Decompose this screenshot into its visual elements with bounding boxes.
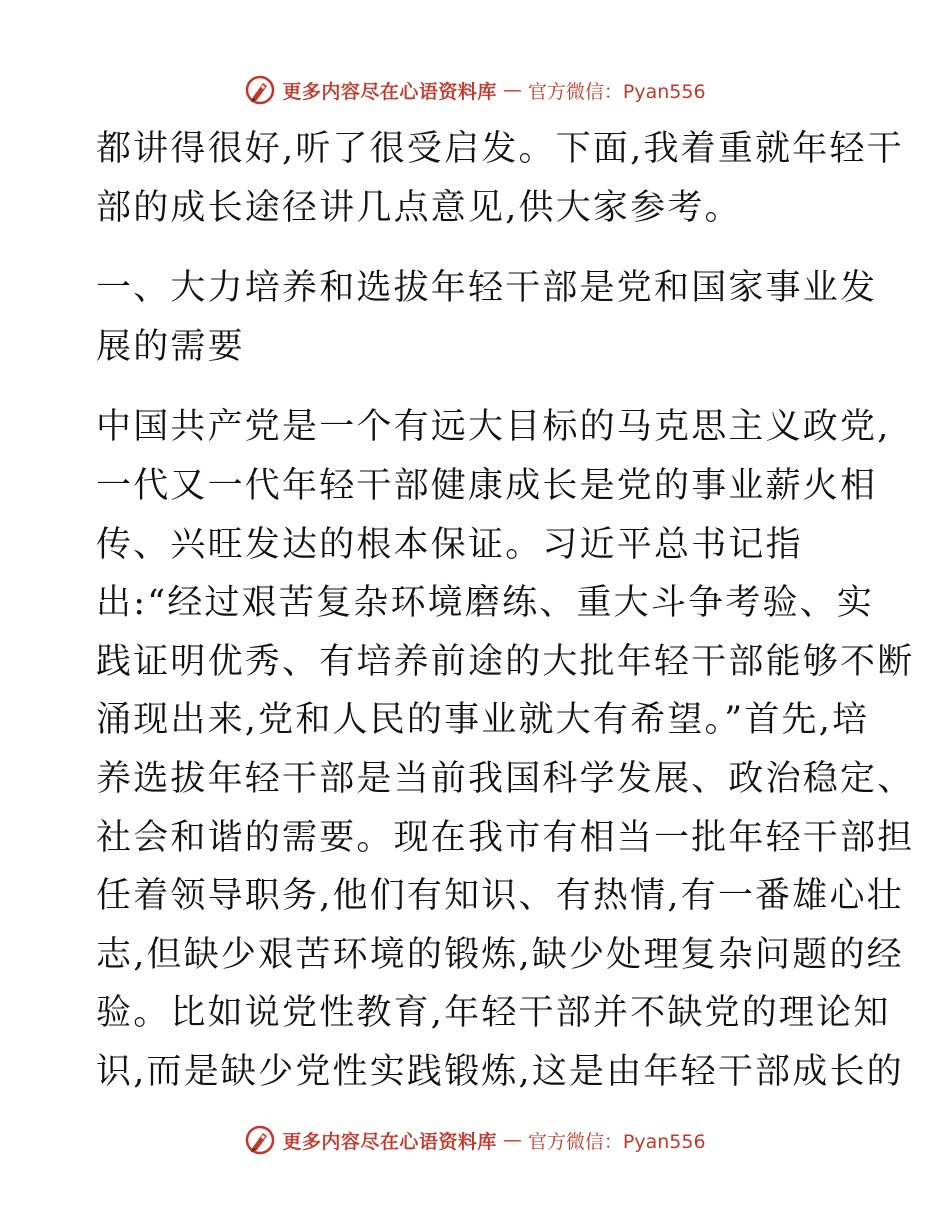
section-heading-1 [96,259,878,376]
document-body [96,120,915,1102]
watermark-main-text: 更多内容尽在心语资料库 [282,1130,497,1153]
text-line: 中国共产党是一个有远大目标的马克思主义政党, [96,407,891,448]
text-line: 部的成长途径讲几点意见,供大家参考。 [96,187,742,228]
text-line: 涌现出来,党和人民的事业就大有希望。”首先,培 [96,700,870,741]
heading-line: 一、大力培养和选拔年轻干部是党和国家事业发 [96,268,878,309]
watermark-official-text: 官方微信：Pyan556 [527,80,706,103]
text-line: 志,但缺少艰苦环境的锻炼,缺少处理复杂问题的经 [96,934,904,975]
watermark-dash: — [502,79,522,101]
text-line: 一代又一代年轻干部健康成长是党的事业薪火相 [96,465,878,506]
watermark-official-text: 官方微信：Pyan556 [527,1130,706,1153]
text-line: 社会和谐的需要。现在我市有相当一批年轻干部担 [96,817,915,858]
pen-nib-logo-icon [244,74,276,106]
pen-nib-logo-icon [244,1124,276,1156]
footer-watermark [0,1120,950,1160]
text-line: 养选拔年轻干部是当前我国科学发展、政治稳定、 [96,758,915,799]
paragraph-2 [96,398,915,1101]
text-line: 都讲得很好,听了很受启发。下面,我着重就年轻干 [96,129,904,169]
text-line: 传、兴旺发达的根本保证。习近平总书记指 [96,524,803,565]
watermark-main-text: 更多内容尽在心语资料库 [282,80,497,103]
heading-line: 展的需要 [96,326,245,367]
text-line: 任着领导职务,他们有知识、有热情,有一番雄心壮 [96,876,904,917]
text-line: 识,而是缺少党性实践锻炼,这是由年轻干部成长的 [96,1051,904,1092]
text-line: 出:“经过艰苦复杂环境磨练、重大斗争考验、实 [96,583,875,624]
text-line: 验。比如说党性教育,年轻干部并不缺党的理论知 [96,993,891,1034]
watermark-dash: — [502,1129,522,1151]
paragraph-1 [96,120,904,237]
text-line: 践证明优秀、有培养前途的大批年轻干部能够不断 [96,641,915,682]
header-watermark [0,70,950,110]
